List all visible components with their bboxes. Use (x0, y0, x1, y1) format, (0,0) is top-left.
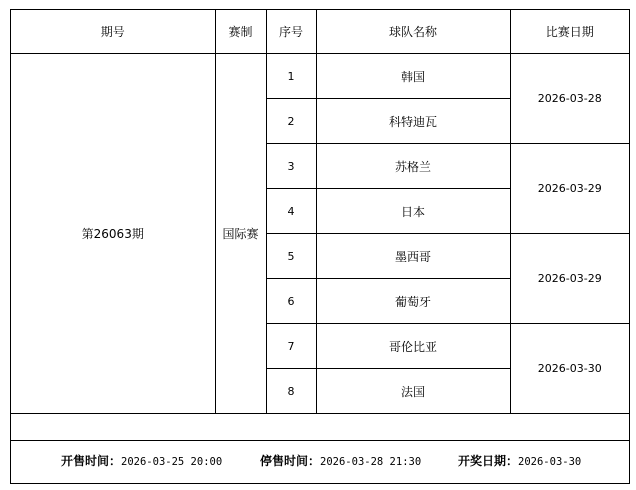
team-cell: 科特迪瓦 (316, 99, 510, 144)
date-cell: 2026-03-30 (510, 324, 629, 414)
header-seq: 序号 (266, 10, 316, 54)
draw-date-label: 开奖日期： (458, 454, 519, 468)
sale-start (61, 452, 222, 469)
seq-cell: 8 (266, 369, 316, 414)
header-row (11, 10, 629, 54)
team-cell: 哥伦比亚 (316, 324, 510, 369)
blank-row (11, 413, 629, 441)
sale-stop-value: 2026-03-28 21:30 (320, 456, 422, 468)
date-cell: 2026-03-29 (510, 234, 629, 324)
lottery-schedule-sheet (10, 9, 630, 484)
period-cell: 第26063期 (11, 54, 215, 414)
date-cell: 2026-03-29 (510, 144, 629, 234)
team-cell: 葡萄牙 (316, 279, 510, 324)
sale-stop (260, 452, 421, 469)
seq-cell: 3 (266, 144, 316, 189)
team-cell: 苏格兰 (316, 144, 510, 189)
draw-date (458, 452, 581, 469)
seq-cell: 7 (266, 324, 316, 369)
sale-info-footer (11, 441, 629, 483)
seq-cell: 2 (266, 99, 316, 144)
sale-start-value: 2026-03-25 20:00 (121, 456, 223, 468)
team-cell: 墨西哥 (316, 234, 510, 279)
seq-cell: 4 (266, 189, 316, 234)
header-team: 球队名称 (316, 10, 510, 54)
table-row (11, 54, 629, 99)
team-cell: 法国 (316, 369, 510, 414)
header-period: 期号 (11, 10, 215, 54)
team-cell: 日本 (316, 189, 510, 234)
format-cell: 国际赛 (215, 54, 266, 414)
schedule-table (11, 10, 629, 414)
sale-start-label: 开售时间： (61, 454, 122, 468)
sale-stop-label: 停售时间： (260, 454, 321, 468)
seq-cell: 6 (266, 279, 316, 324)
team-cell: 韩国 (316, 54, 510, 99)
seq-cell: 1 (266, 54, 316, 99)
draw-date-value: 2026-03-30 (518, 456, 582, 468)
header-date: 比赛日期 (510, 10, 629, 54)
seq-cell: 5 (266, 234, 316, 279)
header-format: 赛制 (215, 10, 266, 54)
date-cell: 2026-03-28 (510, 54, 629, 144)
